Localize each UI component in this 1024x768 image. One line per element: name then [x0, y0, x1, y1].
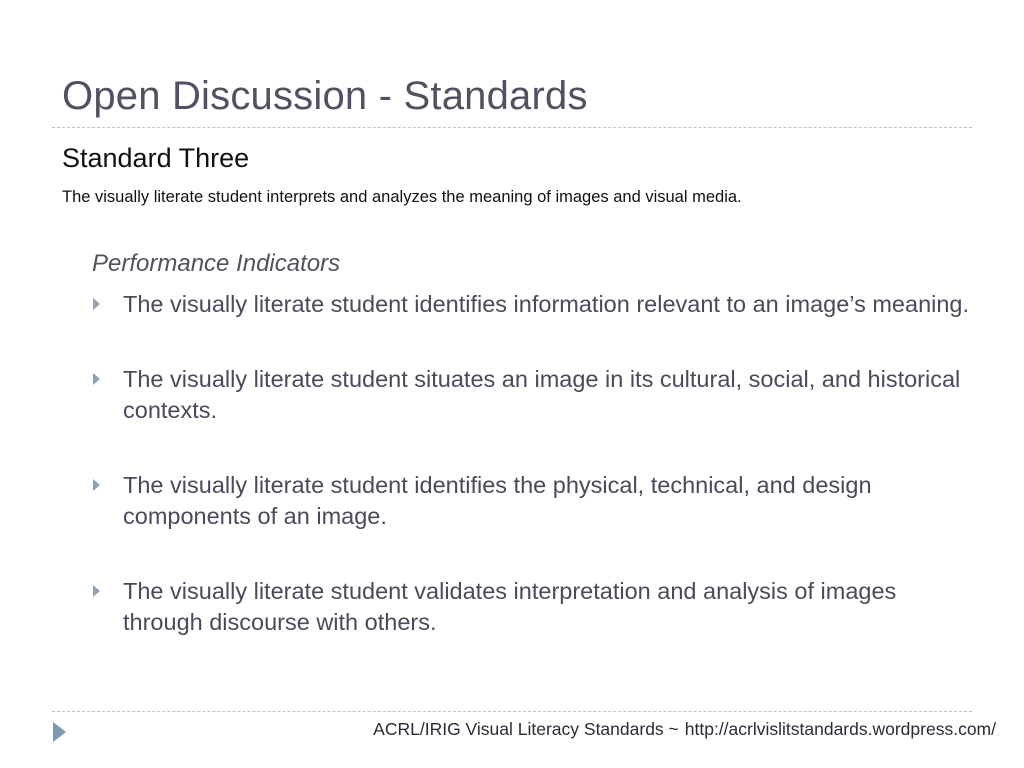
standard-description: The visually literate student interprets and analyzes the meaning of images and visual media. — [62, 188, 742, 206]
list-item-text: The visually literate student identifies the physical, technical, and design components of an image. — [123, 472, 872, 529]
triangle-right-icon — [93, 585, 100, 597]
triangle-right-icon — [93, 479, 100, 491]
footer-divider — [52, 711, 972, 712]
slide-title: Open Discussion - Standards — [62, 74, 588, 118]
title-divider — [52, 127, 972, 128]
triangle-right-icon — [93, 373, 100, 385]
footer-source-label: ACRL/IRIG Visual Literacy Standards ~ — [373, 719, 679, 739]
list-item — [92, 289, 972, 320]
footer-url-link[interactable]: http://acrlvislitstandards.wordpress.com/ — [684, 719, 996, 739]
list-item — [92, 470, 972, 532]
performance-indicator-list — [92, 289, 972, 682]
play-arrow-icon[interactable] — [53, 722, 66, 742]
performance-indicators-heading: Performance Indicators — [92, 250, 341, 277]
slide-subtitle: Standard Three — [62, 143, 250, 173]
list-item — [92, 364, 972, 426]
footer-source — [373, 719, 996, 740]
list-item-text: The visually literate student validates interpretation and analysis of images through discourse with others. — [123, 578, 897, 635]
list-item-text: The visually literate student situates an image in its cultural, social, and historical contexts. — [123, 366, 961, 423]
list-item — [92, 576, 972, 638]
triangle-right-icon — [93, 298, 100, 310]
list-item-text: The visually literate student identifies information relevant to an image’s meaning. — [123, 291, 970, 317]
